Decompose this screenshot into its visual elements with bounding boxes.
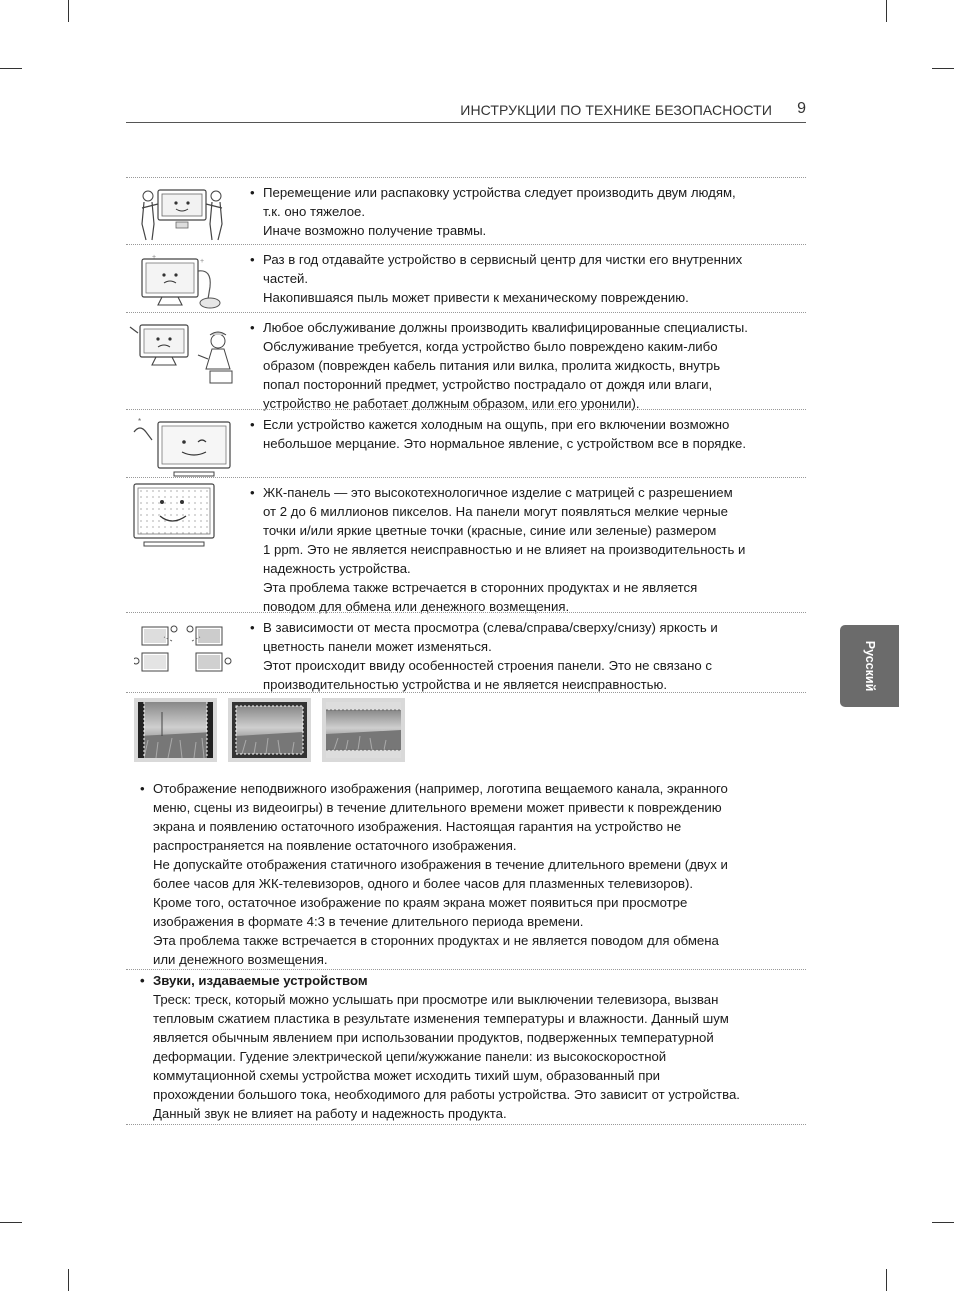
crop-mark — [932, 68, 954, 69]
image-retention-thumbnails — [126, 692, 806, 771]
paragraph-line: или денежного возмещения. — [153, 952, 328, 967]
paragraph-line: меню, сцены из видеоигры) в течение длительного времени может привести к повреждению — [153, 800, 722, 815]
crop-mark — [932, 1222, 954, 1223]
two-people-carrying-tv-icon — [132, 184, 232, 247]
device-sounds-block — [126, 971, 806, 1123]
paragraph-line: более часов для ЖК-телевизоров, одного и более часов для плазменных телевизоров). — [153, 876, 694, 891]
row-line: устройство не работает должным образом, или его уронили). — [263, 396, 640, 411]
row-line: 1 ppm. Это не является неисправностью и не влияет на производительность и — [263, 542, 746, 557]
retention-thumbnail — [228, 698, 311, 762]
row-line: надежность устройства. — [263, 561, 411, 576]
safety-row-pixels — [126, 477, 806, 613]
cold-tv-icon — [130, 416, 236, 485]
paragraph-line: экрана и появлению остаточного изображения. Настоящая гарантия на устройство не — [153, 819, 682, 834]
crop-mark — [0, 68, 22, 69]
language-tab-label: Русский — [862, 640, 877, 692]
row-line: Эта проблема также встречается в сторонних продуктах и не является — [263, 580, 698, 595]
paragraph-line: • Отображение неподвижного изображения (например, логотипа вещаемого канала, экранного — [140, 779, 780, 798]
retention-thumbnail — [134, 698, 217, 762]
tv-technician-icon — [126, 319, 240, 392]
crop-mark — [886, 0, 887, 22]
paragraph-line: деформации. Гудение электрической цепи/жужжание панели: из высокоскоростной — [153, 1049, 667, 1064]
paragraph-line: изображения в формате 4:3 в течение длительного периода времени. — [153, 914, 584, 929]
row-line: точки и/или яркие цветные точки (красные, синие или зеленые) размером — [263, 523, 717, 538]
row-line: цветность панели может изменяться. — [263, 639, 492, 654]
sounds-heading: • Звуки, издаваемые устройством — [140, 971, 780, 990]
section-divider — [126, 969, 806, 970]
paragraph-line: Данный звук не влияет на работу и надежность продукта. — [153, 1106, 507, 1121]
row-line: • В зависимости от места просмотра (слева/справа/сверху/снизу) яркость и — [250, 618, 790, 637]
paragraph-line: Треск: треск, который можно услышать при просмотре или выключении телевизора, вызван — [153, 992, 719, 1007]
crop-mark — [0, 1222, 22, 1223]
safety-row-cleaning — [126, 244, 806, 313]
row-line: т.к. оно тяжелое. — [263, 204, 366, 219]
paragraph-line: Эта проблема также встречается в сторонних продуктах и не является поводом для обмена — [153, 933, 719, 948]
crop-mark — [886, 1269, 887, 1291]
svg-text:*: * — [138, 417, 142, 426]
paragraph-line: тепловым сжатием пластика в результате изменения температуры и влажности. Данный шум — [153, 1011, 729, 1026]
svg-text:+: + — [152, 254, 157, 261]
page-number: 9 — [797, 100, 806, 117]
page-header — [126, 100, 806, 123]
paragraph-line: коммутационной схемы устройства может исходить тихий шум, образованный при — [153, 1068, 661, 1083]
row-line: Обслуживание требуется, когда устройство было повреждено каким-либо — [263, 339, 718, 354]
row-line: образом (поврежден кабель питания или вилка, пролита жидкость, внутрь — [263, 358, 721, 373]
safety-row-viewing-angle — [126, 612, 806, 693]
language-tab — [840, 625, 899, 707]
row-line: • Раз в год отдавайте устройство в сервисный центр для чистки его внутренних — [250, 250, 790, 269]
paragraph-line: Не допускайте отображения статичного изображения в течение длительного времени (двух и — [153, 857, 728, 872]
row-line: производительностью устройства и не является неисправностью. — [263, 677, 668, 692]
paragraph-line: Кроме того, остаточное изображение по краям экрана может появиться при просмотре — [153, 895, 688, 910]
viewing-angle-icon — [134, 621, 234, 684]
header-title: ИНСТРУКЦИИ ПО ТЕХНИКЕ БЕЗОПАСНОСТИ — [460, 102, 772, 118]
row-line: Этот происходит ввиду особенностей строения панели. Это не связано с — [263, 658, 713, 673]
row-line: поводом для обмена или денежного возмещения. — [263, 599, 570, 614]
paragraph-line: является обычным явлением при использовании продуктов, подверженных температурной — [153, 1030, 714, 1045]
image-retention-block — [126, 779, 806, 969]
row-line: небольшое мерцание. Это нормальное явление, с устройством все в порядке. — [263, 436, 747, 451]
safety-row-carrying — [126, 177, 806, 245]
tv-vacuum-cleaning-icon — [132, 251, 232, 316]
row-line: • Перемещение или распаковку устройства следует производить двум людям, — [250, 183, 790, 202]
paragraph-line: распространяется на появление остаточного изображения. — [153, 838, 517, 853]
paragraph-line: прохождении большого тока, необходимого для работы устройства. Это зависит от устройства. — [153, 1087, 740, 1102]
row-line: от 2 до 6 миллионов пикселов. На панели могут появляться мелкие черные — [263, 504, 728, 519]
section-divider — [126, 1124, 806, 1125]
crop-mark — [68, 0, 69, 22]
svg-text:+: + — [200, 258, 205, 265]
safety-row-service — [126, 312, 806, 410]
row-line: • Если устройство кажется холодным на ощупь, при его включении возможно — [250, 415, 790, 434]
safety-row-cold — [126, 409, 806, 478]
retention-thumbnail — [322, 698, 405, 762]
row-line: • Любое обслуживание должны производить квалифицированные специалисты. — [250, 318, 790, 337]
row-line: попал посторонний предмет, устройство пострадало от дождя или влаги, — [263, 377, 713, 392]
row-line: Накопившаяся пыль может привести к механическому повреждению. — [263, 290, 689, 305]
row-line: Иначе возможно получение травмы. — [263, 223, 487, 238]
crop-mark — [68, 1269, 69, 1291]
row-line: частей. — [263, 271, 309, 286]
row-line: • ЖК-панель — это высокотехнологичное изделие с матрицей с разрешением — [250, 483, 790, 502]
tv-pixels-icon — [132, 482, 216, 555]
